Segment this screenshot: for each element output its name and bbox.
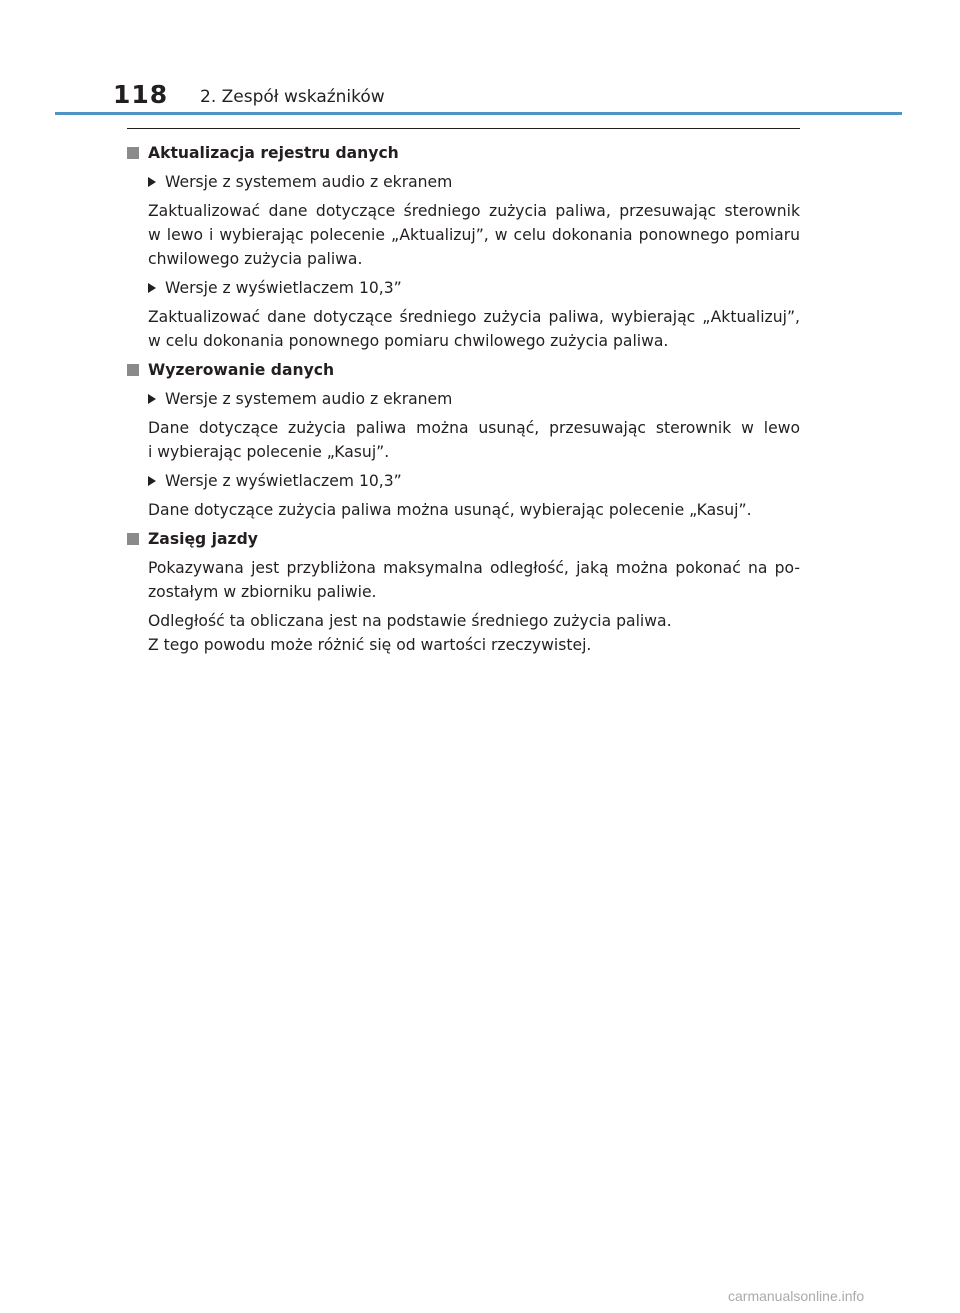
- watermark: carmanualsonline.info: [728, 1288, 865, 1304]
- section-heading: Zasięg jazdy: [127, 527, 800, 551]
- square-bullet-icon: [127, 147, 139, 159]
- section-heading: Aktualizacja rejestru danych: [127, 141, 800, 165]
- version-subheading: Wersje z systemem audio z ekranem: [127, 387, 800, 411]
- version-subheading: Wersje z wyświetlaczem 10,3”: [127, 469, 800, 493]
- section-heading: Wyzerowanie danych: [127, 358, 800, 382]
- triangle-bullet-icon: [148, 476, 156, 486]
- triangle-bullet-icon: [148, 283, 156, 293]
- manual-content: [127, 128, 800, 657]
- version-subheading: Wersje z wyświetlaczem 10,3”: [127, 276, 800, 300]
- paragraph: Dane dotyczące zużycia paliwa można usunąć, przesuwając sterownik w lewo i wybierając polecenie „Kasuj”.: [148, 419, 800, 461]
- paragraph: Pokazywana jest przybliżona maksymalna odległość, jaką można pokonać na po- zostałym w zbiorniku paliwie.: [148, 559, 800, 601]
- square-bullet-icon: [127, 533, 139, 545]
- page-number: 118: [113, 80, 169, 109]
- paragraph: Odległość ta obliczana jest na podstawie średniego zużycia paliwa. Z tego powodu może różnić się od wartości rzeczywistej.: [148, 612, 672, 654]
- page-header: [0, 0, 960, 120]
- header-rule: [55, 112, 902, 115]
- square-bullet-icon: [127, 364, 139, 376]
- chapter-title: 2. Zespół wskaźników: [200, 87, 385, 107]
- triangle-bullet-icon: [148, 394, 156, 404]
- paragraph: Dane dotyczące zużycia paliwa można usunąć, wybierając polecenie „Kasuj”.: [148, 501, 752, 519]
- paragraph: Zaktualizować dane dotyczące średniego zużycia paliwa, przesuwając sterownik w lewo i wybierając polecenie „Aktualizuj”, w celu dokonania ponownego pomiaru chwilowego zużycia paliwa.: [148, 202, 800, 268]
- version-subheading: Wersje z systemem audio z ekranem: [127, 170, 800, 194]
- paragraph: Zaktualizować dane dotyczące średniego zużycia paliwa, wybierając „Aktualizuj”, w celu dokonania ponownego pomiaru chwilowego zużycia paliwa.: [148, 308, 800, 350]
- triangle-bullet-icon: [148, 177, 156, 187]
